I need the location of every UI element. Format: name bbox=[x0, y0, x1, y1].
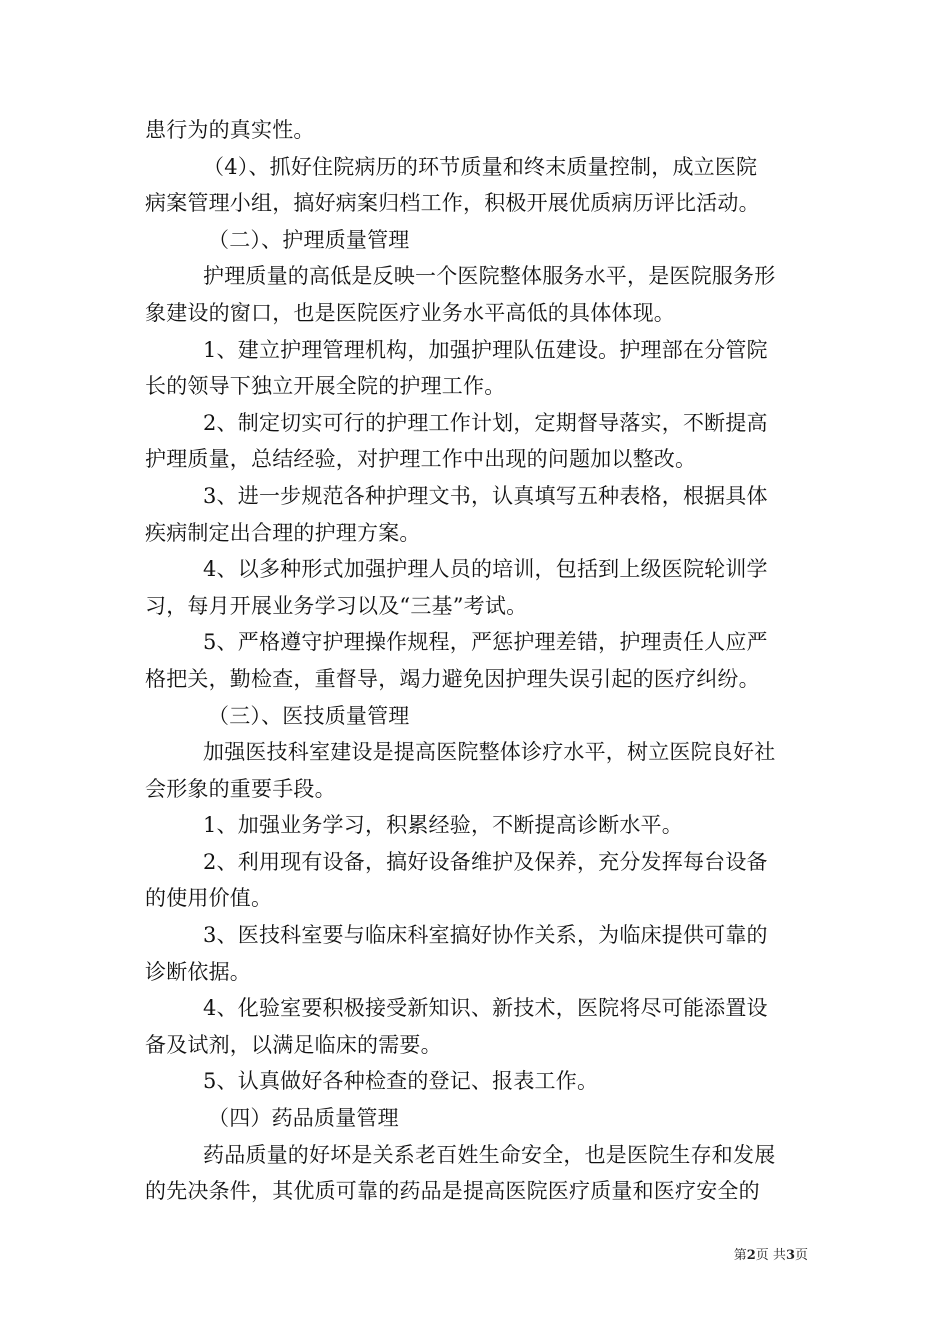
text-line: 4、以多种形式加强护理人员的培训，包括到上级医院轮训学 bbox=[203, 557, 768, 582]
footer-prefix: 第 bbox=[733, 1248, 747, 1263]
text-line: 的先决条件，其优质可靠的药品是提高医院医疗质量和医疗安全的 bbox=[145, 1179, 760, 1204]
text-line: 象建设的窗口，也是医院医疗业务水平高低的具体体现。 bbox=[145, 300, 675, 325]
text-line: 3、医技科室要与临床科室搞好协作关系，为临床提供可靠的 bbox=[203, 923, 768, 948]
text-line: 2、制定切实可行的护理工作计划，定期督导落实，不断提高 bbox=[203, 410, 768, 435]
text-line: 1、建立护理管理机构，加强护理队伍建设。护理部在分管院 bbox=[203, 337, 768, 362]
text-line: 患行为的真实性。 bbox=[145, 118, 315, 142]
text-line: 5、严格遵守护理操作规程，严惩护理差错，护理责任人应严 bbox=[203, 630, 768, 655]
text-line: 的使用价值。 bbox=[145, 886, 273, 911]
text-line: 病案管理小组，搞好病案归档工作，积极开展优质病历评比活动。 bbox=[145, 191, 760, 216]
text-line: 会形象的重要手段。 bbox=[145, 776, 336, 801]
text-line: 备及试剂，以满足临床的需要。 bbox=[145, 1032, 442, 1057]
text-line: 疾病制定出合理的护理方案。 bbox=[145, 520, 421, 545]
text-line: 1、加强业务学习，积累经验，不断提高诊断水平。 bbox=[203, 813, 683, 838]
total-pages: 3 bbox=[785, 1248, 795, 1263]
text-line: 长的领导下独立开展全院的护理工作。 bbox=[145, 374, 506, 399]
text-line: 护理质量，总结经验，对护理工作中出现的问题加以整改。 bbox=[145, 447, 697, 472]
text-line: 护理质量的高低是反映一个医院整体服务水平，是医院服务形 bbox=[203, 264, 776, 289]
text-line: 3、进一步规范各种护理文书，认真填写五种表格，根据具体 bbox=[203, 483, 768, 508]
text-line: （4）、抓好住院病历的环节质量和终末质量控制，成立医院 bbox=[203, 154, 758, 179]
page-number: 2 bbox=[746, 1248, 756, 1263]
section-heading: （二）、护理质量管理 bbox=[208, 227, 410, 252]
text-line: 2、利用现有设备，搞好设备维护及保养，充分发挥每台设备 bbox=[203, 849, 768, 874]
text-line: 药品质量的好坏是关系老百姓生命安全，也是医院生存和发展 bbox=[203, 1142, 776, 1167]
text-line: 格把关，勤检查，重督导，竭力避免因护理失误引起的医疗纠纷。 bbox=[145, 666, 760, 691]
text-line: 4、化验室要积极接受新知识、新技术，医院将尽可能添置设 bbox=[203, 996, 768, 1021]
text-line: 习，每月开展业务学习以及“三基”考试。 bbox=[145, 593, 528, 618]
text-line: 5、认真做好各种检查的登记、报表工作。 bbox=[203, 1069, 599, 1094]
section-heading: （三）、医技质量管理 bbox=[208, 703, 410, 728]
text-line: 诊断依据。 bbox=[145, 959, 251, 984]
section-heading: （四）药品质量管理 bbox=[208, 1106, 399, 1131]
text-line: 加强医技科室建设是提高医院整体诊疗水平，树立医院良好社 bbox=[203, 740, 776, 765]
page-footer bbox=[0, 1246, 808, 1266]
footer-suffix: 页 bbox=[794, 1248, 808, 1263]
footer-middle: 页 共 bbox=[755, 1248, 786, 1263]
document-body bbox=[145, 112, 815, 1210]
